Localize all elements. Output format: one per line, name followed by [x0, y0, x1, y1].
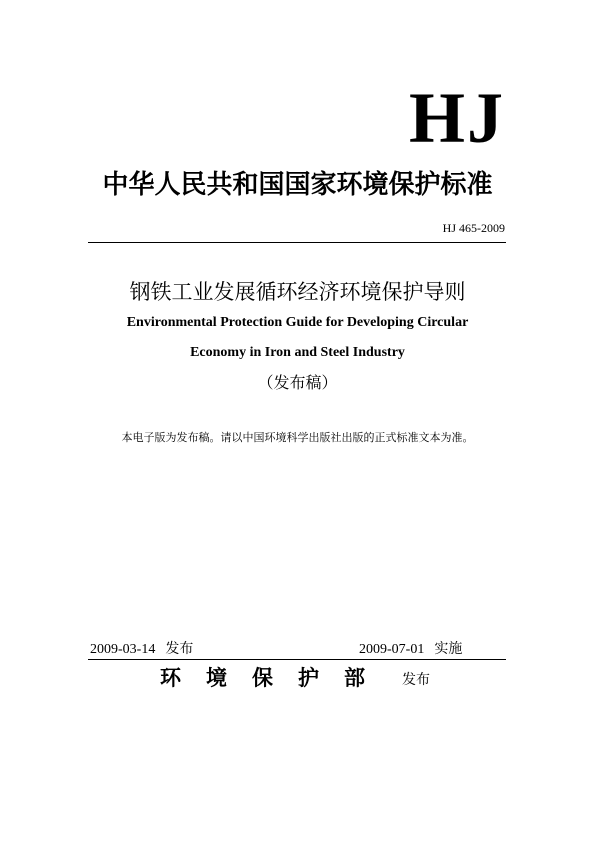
english-title-line-2: Economy in Iron and Steel Industry	[190, 345, 405, 360]
bottom-divider	[88, 659, 506, 660]
electronic-version-notice: 本电子版为发布稿。请以中国环境科学出版社出版的正式标准文本为准。	[121, 431, 474, 444]
implementation-date-group	[359, 641, 462, 659]
implementation-date: 2009-07-01	[359, 642, 425, 657]
english-title-line-1: Environmental Protection Guide for Developing Circular	[126, 315, 469, 330]
hj-logo: HJ	[408, 78, 505, 158]
standard-number: HJ 465-2009	[442, 221, 505, 235]
issuing-ministry: 环境保护部	[160, 666, 390, 690]
issue-date-group	[90, 641, 193, 659]
implementation-label: 实施	[434, 641, 463, 657]
issue-date: 2009-03-14	[90, 642, 156, 657]
top-divider	[88, 242, 506, 243]
national-standard-heading: 中华人民共和国国家环境保护标准	[102, 170, 493, 200]
release-draft-tag: （发布稿）	[257, 373, 338, 392]
issuing-ministry-suffix: 发布	[402, 672, 430, 688]
issue-label: 发布	[165, 641, 194, 657]
chinese-title: 钢铁工业发展循环经济环境保护导则	[129, 280, 466, 304]
